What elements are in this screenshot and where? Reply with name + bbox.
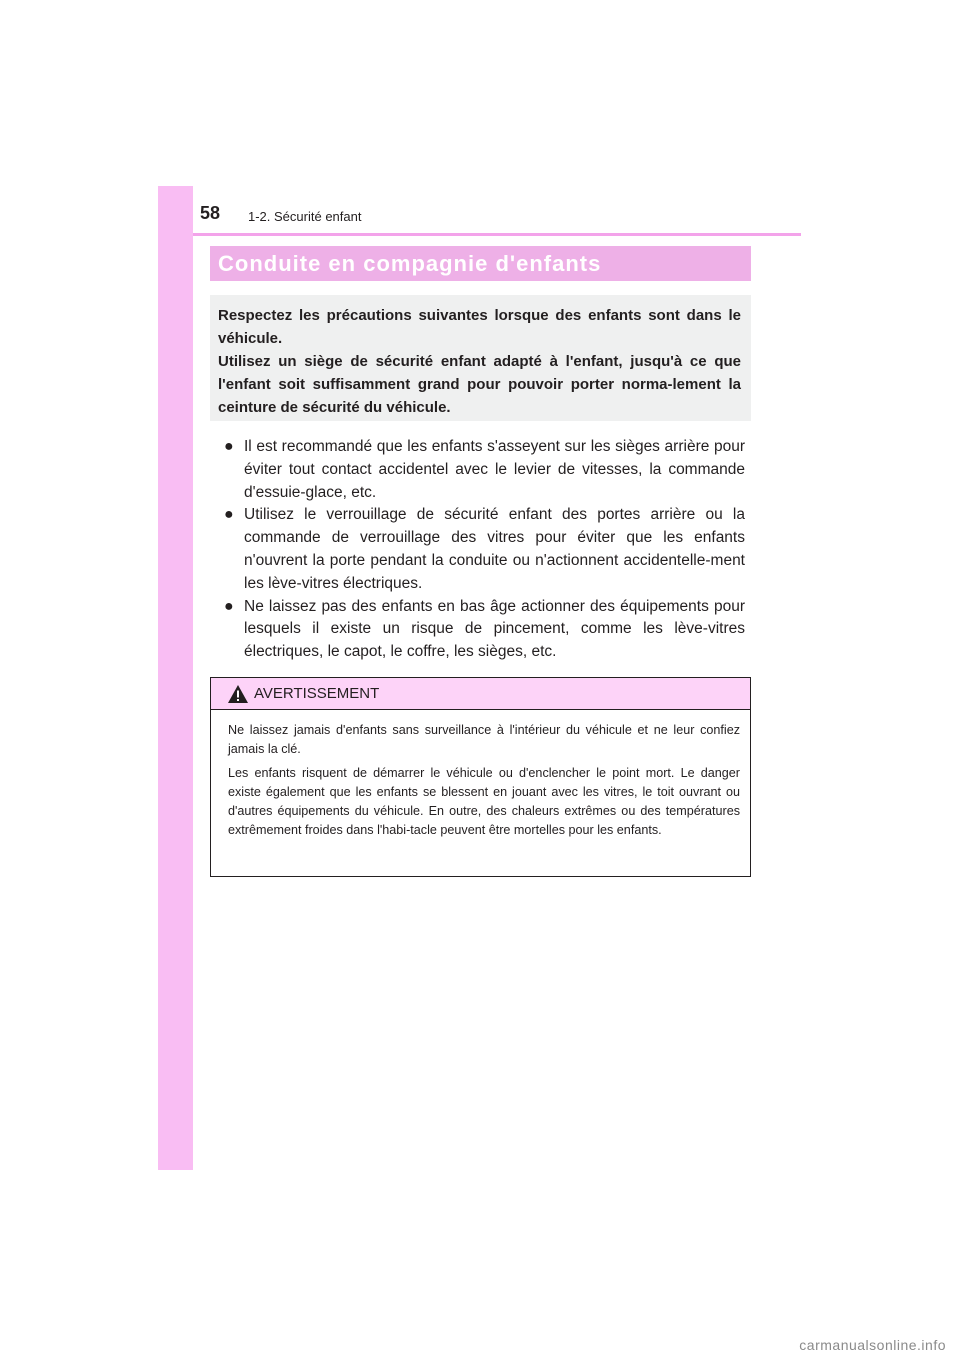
warning-paragraph-1: Ne laissez jamais d'enfants sans surveillance à l'intérieur du véhicule et ne leur confiez jamais la clé.	[228, 723, 740, 756]
list-item-text: Ne laissez pas des enfants en bas âge actionner des équipements pour lesquels il existe un risque de pincement, comme les lève-vitres électriques, le capot, le coffre, les sièges, etc.	[244, 597, 745, 661]
intro-paragraph-2: Utilisez un siège de sécurité enfant adapté à l'enfant, jusqu'à ce que l'enfant soit suffisamment grand pour pouvoir porter norma-lement la ceinture de sécurité du véhicule.	[218, 353, 741, 416]
intro-paragraph-1: Respectez les précautions suivantes lorsque des enfants sont dans le véhicule.	[218, 307, 741, 347]
list-item-text: Utilisez le verrouillage de sécurité enfant des portes arrière ou la commande de verrouillage des vitres pour éviter que les enfants n'ouvrent la porte pendant la conduite ou n'actionnent accidentelle-ment les lève-vitres électriques.	[244, 506, 745, 592]
page-heading: Conduite en compagnie d'enfants	[218, 250, 602, 276]
heading-bar	[210, 246, 751, 281]
page-number: 58	[200, 203, 221, 223]
intro-box	[210, 295, 751, 421]
list-item	[224, 504, 745, 595]
list-item	[224, 436, 745, 504]
list-item-text: Il est recommandé que les enfants s'asseyent sur les sièges arrière pour éviter tout contact accidentel avec le levier de vitesses, la commande d'essuie-glace, etc.	[244, 438, 745, 501]
warning-title: AVERTISSEMENT	[254, 685, 380, 702]
list-item	[224, 596, 745, 664]
warning-body	[211, 710, 750, 840]
watermark: carmanualsonline.info	[799, 1337, 946, 1353]
warning-triangle-icon	[227, 684, 249, 704]
bullet-marker: ●	[224, 597, 234, 615]
warning-box	[210, 677, 751, 877]
bullet-marker: ●	[224, 438, 234, 455]
chapter-side-band	[158, 186, 193, 1170]
bullet-list	[224, 436, 745, 664]
bullet-marker: ●	[224, 506, 234, 524]
header-rule	[193, 233, 801, 236]
section-title: 1-2. Sécurité enfant	[248, 209, 362, 224]
warning-header	[211, 678, 750, 710]
warning-paragraph-2: Les enfants risquent de démarrer le véhicule ou d'enclencher le point mort. Le danger existe également que les enfants se blessent en jouant avec les vitres, le toit ouvrant ou d'autres équipements du véhicule. En outre, des chaleurs extrêmes ou des températures extrêmement froides dans l'habi-tacle peuvent être mortelles pour les enfants.	[228, 766, 740, 837]
